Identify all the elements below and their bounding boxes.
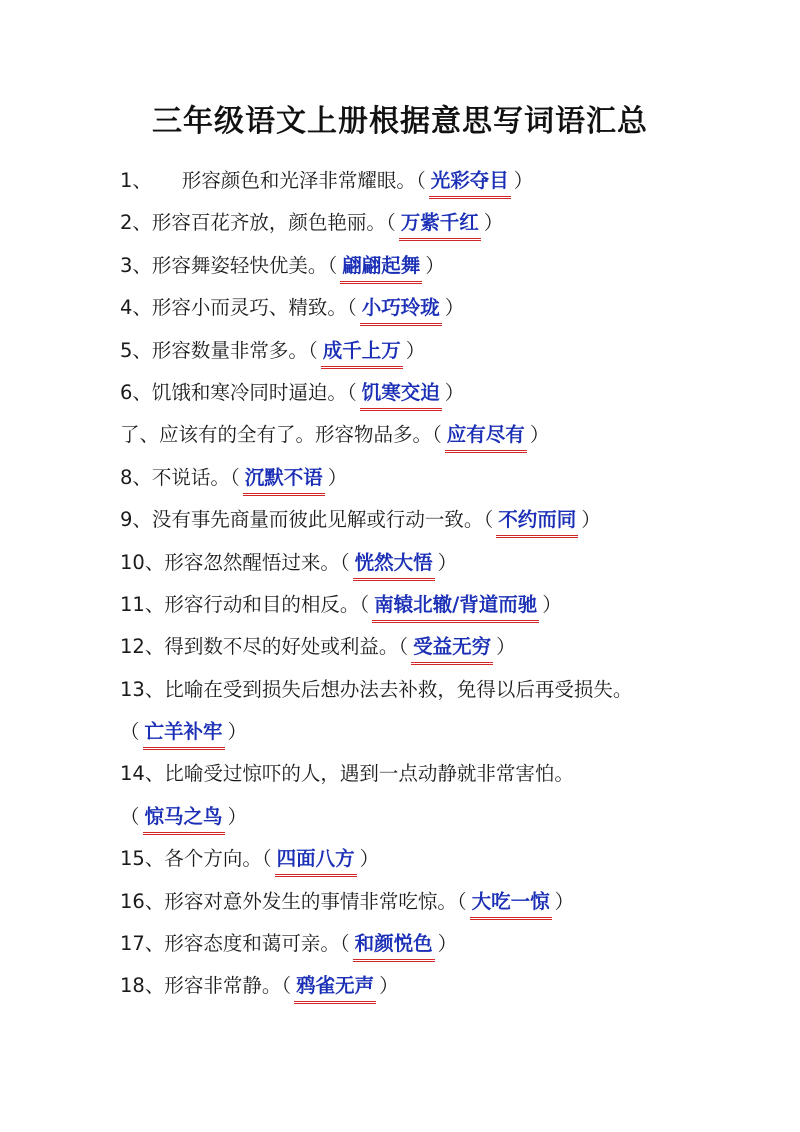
list-item-15: 15、各个方向。（ 四面八方 ） xyxy=(120,838,790,880)
item-answer: 万紫千红 xyxy=(399,210,481,241)
item-definition: 形容颜色和光泽非常耀眼。 xyxy=(181,169,416,192)
item-answer: 成千上万 xyxy=(321,338,403,369)
item-number: 3、 xyxy=(120,253,152,277)
item-definition: 形容忽然醒悟过来。 xyxy=(164,550,340,574)
item-number: 11、 xyxy=(120,592,165,616)
item-answer: 四面八方 xyxy=(275,846,357,877)
item-answer: 南辕北辙/背道而驰 xyxy=(372,592,539,623)
list-item-11: 11、形容行动和目的相反。（ 南辕北辙/背道而驰 ） xyxy=(120,584,790,626)
list-item-14-answer-line: （ 惊马之鸟 ） xyxy=(120,796,790,838)
list-item-4: 4、形容小而灵巧、精致。（ 小巧玲珑 ） xyxy=(120,287,790,329)
list-item-13 xyxy=(120,669,790,711)
item-answer: 沉默不语 xyxy=(243,465,325,496)
item-number: 1、 xyxy=(120,169,152,192)
list-item-1: 1、 形容颜色和光泽非常耀眼。（ 光彩夺目 ） xyxy=(120,160,790,202)
list-item-6: 6、饥饿和寒冷同时逼迫。（ 饥寒交迫 ） xyxy=(120,372,790,414)
list-item-16: 16、形容对意外发生的事情非常吃惊。（ 大吃一惊 ） xyxy=(120,881,790,923)
item-answer: 恍然大悟 xyxy=(353,550,435,581)
list-item-12: 12、得到数不尽的好处或利益。（ 受益无穷 ） xyxy=(120,626,790,668)
item-answer: 应有尽有 xyxy=(445,422,527,453)
item-definition: 比喻在受到损失后想办法去补救，免得以后再受损失。 xyxy=(164,677,633,701)
list-item-3: 3、形容舞姿轻快优美。（ 翩翩起舞 ） xyxy=(120,245,790,287)
item-answer: 大吃一惊 xyxy=(470,889,552,920)
list-item-2: 2、形容百花齐放，颜色艳丽。（ 万紫千红 ） xyxy=(120,202,790,244)
item-number: 6、 xyxy=(120,380,152,404)
item-definition: 形容对意外发生的事情非常吃惊。 xyxy=(164,889,457,913)
item-number: 17、 xyxy=(120,932,165,956)
item-number: 2、 xyxy=(120,211,152,235)
item-definition: 形容态度和蔼可亲。 xyxy=(164,932,340,956)
list-item-7: 了、应该有的全有了。形容物品多。（ 应有尽有 ） xyxy=(120,414,790,456)
list-item-13-answer-line: （ 亡羊补牢 ） xyxy=(120,711,790,753)
item-answer: 惊马之鸟 xyxy=(143,804,225,835)
item-answer: 受益无穷 xyxy=(411,634,493,665)
item-answer: 亡羊补牢 xyxy=(143,719,225,750)
item-answer: 不约而同 xyxy=(496,507,578,538)
item-number: 了、 xyxy=(120,423,160,447)
list-item-18: 18、形容非常静。（ 鸦雀无声 ） xyxy=(120,965,790,1007)
item-definition: 应该有的全有了。形容物品多。 xyxy=(159,423,433,447)
item-answer: 饥寒交迫 xyxy=(360,380,442,411)
item-answer: 光彩夺目 xyxy=(429,168,511,199)
item-number: 12、 xyxy=(120,635,165,659)
item-answer: 翩翩起舞 xyxy=(340,253,422,284)
item-number: 18、 xyxy=(120,974,165,998)
vocabulary-list xyxy=(120,160,790,1008)
item-definition: 形容舞姿轻快优美。 xyxy=(151,253,328,277)
item-definition: 形容行动和目的相反。 xyxy=(164,592,360,616)
item-definition: 没有事先商量而彼此见解或行动一致。 xyxy=(151,508,484,532)
item-definition: 形容百花齐放，颜色艳丽。 xyxy=(151,211,386,235)
item-answer: 和颜悦色 xyxy=(353,931,435,962)
item-number: 9、 xyxy=(120,508,152,532)
item-number: 5、 xyxy=(120,338,152,362)
list-item-9: 9、没有事先商量而彼此见解或行动一致。（ 不约而同 ） xyxy=(120,499,790,541)
list-item-5: 5、形容数量非常多。（ 成千上万 ） xyxy=(120,330,790,372)
item-number: 10、 xyxy=(120,550,165,574)
item-definition: 各个方向。 xyxy=(164,847,262,871)
item-number: 4、 xyxy=(120,296,152,320)
item-number: 8、 xyxy=(120,465,152,489)
list-item-17: 17、形容态度和蔼可亲。（ 和颜悦色 ） xyxy=(120,923,790,965)
list-item-8: 8、不说话。（ 沉默不语 ） xyxy=(120,457,790,499)
item-definition: 形容小而灵巧、精致。 xyxy=(151,296,347,320)
item-definition: 饥饿和寒冷同时逼迫。 xyxy=(151,380,347,404)
item-definition: 比喻受过惊吓的人，遇到一点动静就非常害怕。 xyxy=(164,762,574,786)
list-item-10: 10、形容忽然醒悟过来。（ 恍然大悟 ） xyxy=(120,542,790,584)
item-number: 13、 xyxy=(120,677,165,701)
item-number: 15、 xyxy=(120,847,165,871)
item-number: 14、 xyxy=(120,762,165,786)
item-definition: 形容数量非常多。 xyxy=(151,338,308,362)
page-title: 三年级语文上册根据意思写词语汇总 xyxy=(152,104,648,139)
item-answer: 小巧玲珑 xyxy=(360,295,442,326)
item-number: 16、 xyxy=(120,889,165,913)
item-definition: 形容非常静。 xyxy=(164,974,282,998)
list-item-14 xyxy=(120,753,790,795)
item-definition: 得到数不尽的好处或利益。 xyxy=(164,635,399,659)
item-answer: 鸦雀无声 xyxy=(294,973,376,1004)
item-definition: 不说话。 xyxy=(151,465,230,489)
